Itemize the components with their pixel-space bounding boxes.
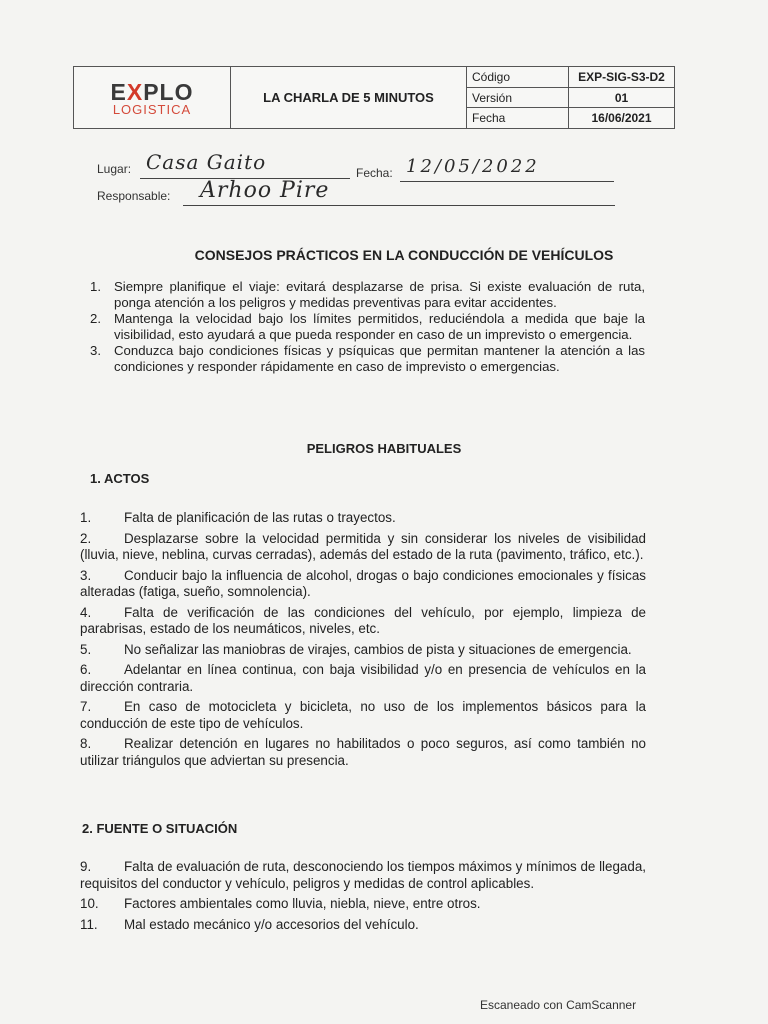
- fecha-line: [400, 181, 614, 182]
- item-text: En caso de motocicleta y bicicleta, no uso de los implementos básicos para la conducción de este tipo de vehículos.: [80, 699, 646, 731]
- list-item: [80, 510, 646, 527]
- meta-key: Versión: [467, 88, 569, 108]
- list-item: [80, 736, 646, 769]
- item-number: 11.: [80, 916, 98, 932]
- list-item: [90, 343, 645, 375]
- item-number: 3.: [80, 567, 92, 583]
- meta-value: 01: [614, 90, 629, 105]
- item-number: 8.: [80, 736, 92, 751]
- item-number: 1.: [90, 279, 101, 294]
- item-text: Siempre planifique el viaje: evitará desplazarse de prisa. Si existe evaluación de ruta, ponga atención a los peligros y medidas preventivas para evitar accidentes.: [114, 279, 645, 310]
- item-text: Falta de evaluación de ruta, desconociendo los tiempos máximos y mínimos de llegada, requisitos del conductor y vehículo, peligros y medidas de control aplicables.: [80, 859, 646, 891]
- consejos-heading: CONSEJOS PRÁCTICOS EN LA CONDUCCIÓN DE VEHÍCULOS: [194, 247, 614, 263]
- item-text: Desplazarse sobre la velocidad permitida y sin considerar los niveles de visibilidad (lluvia, nieve, neblina, curvas cerradas), además del estado de la ruta (pavimento, tráfico, etc.).: [80, 530, 646, 562]
- item-number: 7.: [80, 699, 92, 714]
- actos-heading: 1. ACTOS: [90, 471, 150, 486]
- company-logo: [74, 67, 231, 128]
- fuente-heading: 2. FUENTE O SITUACIÓN: [82, 821, 238, 836]
- item-text: Falta de verificación de las condiciones del vehículo, por ejemplo, limpieza de parabrisas, estado de los neumáticos, niveles, etc.: [80, 604, 646, 636]
- logo-letter-e: E: [110, 78, 127, 105]
- meta-key: Fecha: [467, 108, 569, 128]
- item-text: Mantenga la velocidad bajo los límites permitidos, reduciéndola a medida que baje la visibilidad, esto ayudará a que pueda responder en caso de un imprevisto o emergencia.: [114, 311, 645, 342]
- meta-value: 16/06/2021: [591, 111, 652, 126]
- list-item: [90, 311, 645, 343]
- list-item: [80, 568, 646, 601]
- logo-letters-plo: PLO: [143, 78, 194, 105]
- meta-key: Código: [467, 67, 569, 87]
- meta-row-fecha: [467, 108, 674, 128]
- responsable-value: Arhoo Pire: [200, 178, 330, 203]
- peligros-heading: PELIGROS HABITUALES: [306, 441, 462, 456]
- logo-letter-x: X: [126, 78, 144, 105]
- document-header-table: [73, 66, 675, 129]
- list-item: [80, 917, 646, 934]
- consejos-list: [90, 279, 645, 375]
- logo-subtitle: LOGISTICA: [112, 101, 192, 117]
- fecha-value: 12/05/2022: [406, 156, 540, 177]
- list-item: [80, 859, 646, 892]
- item-number: 2.: [80, 530, 92, 546]
- item-text: Mal estado mecánico y/o accesorios del vehículo.: [124, 916, 419, 932]
- item-number: 1.: [80, 510, 92, 525]
- item-text: Adelantar en línea continua, con baja visibilidad y/o en presencia de vehículos en la dirección contraria.: [80, 662, 646, 694]
- responsable-label: Responsable:: [97, 189, 171, 203]
- list-item: [80, 662, 646, 695]
- item-text: Conduzca bajo condiciones físicas y psíquicas que permitan mantener la atención a las condiciones y responder rápidamente en caso de imprevisto o emergencias.: [114, 343, 645, 374]
- actos-list: [80, 510, 646, 773]
- document-meta: [467, 67, 674, 128]
- fecha-label: Fecha:: [356, 166, 393, 180]
- lugar-label: Lugar:: [97, 162, 132, 176]
- item-text: No señalizar las maniobras de virajes, cambios de pista y situaciones de emergencia.: [124, 641, 632, 657]
- list-item: [90, 279, 645, 311]
- list-item: [80, 642, 646, 659]
- list-item: [80, 605, 646, 638]
- item-number: 3.: [90, 343, 101, 358]
- scanner-watermark: Escaneado con CamScanner: [480, 998, 637, 1012]
- item-number: 6.: [80, 662, 92, 677]
- responsable-line: [183, 205, 615, 206]
- item-number: 4.: [80, 604, 92, 620]
- meta-value: EXP-SIG-S3-D2: [578, 69, 665, 84]
- item-text: Realizar detención en lugares no habilitados o poco seguros, así como también no utilizar triángulos que adviertan su presencia.: [80, 736, 646, 768]
- lugar-value: Casa Gaito: [146, 150, 267, 174]
- list-item: [80, 896, 646, 913]
- meta-row-codigo: [467, 67, 674, 88]
- item-number: 5.: [80, 641, 92, 657]
- item-text: Factores ambientales como lluvia, niebla, nieve, entre otros.: [124, 896, 481, 911]
- list-item: [80, 699, 646, 732]
- fuente-list: [80, 859, 646, 937]
- item-number: 9.: [80, 859, 92, 874]
- item-number: 10.: [80, 896, 99, 911]
- document-title: LA CHARLA DE 5 MINUTOS: [231, 67, 467, 128]
- item-text: Conducir bajo la influencia de alcohol, drogas o bajo condiciones emocionales y físicas alteradas (fatiga, sueño, somnolencia).: [80, 567, 646, 599]
- list-item: [80, 531, 646, 564]
- meta-row-version: [467, 88, 674, 109]
- logo-wordmark: [110, 78, 194, 105]
- item-number: 2.: [90, 311, 101, 326]
- item-text: Falta de planificación de las rutas o trayectos.: [124, 510, 396, 525]
